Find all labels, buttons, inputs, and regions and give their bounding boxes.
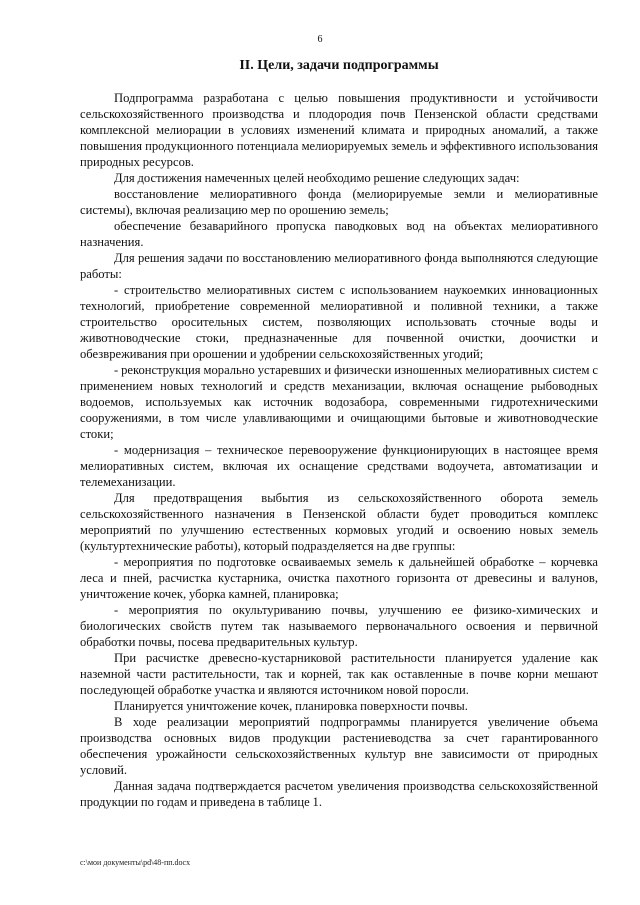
paragraph: Подпрограмма разработана с целью повышения продуктивности и устойчивости сельскохозяйственного производства и плодородия почв Пензенской области средствами комплексной мелиорации в условиях изменений климата и природных аномалий, а также повышения продукционного потенциала мелиорируемых земель и эффективного использования природных ресурсов. (80, 91, 598, 169)
document-body (80, 90, 598, 810)
paragraph: Данная задача подтверждается расчетом увеличения производства сельскохозяйственной продукции по годам и приведена в таблице 1. (80, 779, 598, 809)
paragraph: В ходе реализации мероприятий подпрограммы планируется увеличение объема производства основных видов продукции растениеводства за счет гарантированного обеспечения урожайности сельскохозяйственных культур вне зависимости от природных условий. (80, 715, 598, 777)
page-number: 6 (317, 34, 323, 45)
paragraph: - реконструкция морально устаревших и физически изношенных мелиоративных систем с применением новых технологий и средств механизации, включая оснащение рыбоводных водоемов, используемых как источник водозабора, современными гидротехническими сооружениями, в том числе улавливающими и очищающими бытовые и животноводческие стоки; (80, 363, 598, 441)
section-title: II. Цели, задачи подпрограммы (239, 58, 439, 73)
paragraph: Для предотвращения выбытия из сельскохозяйственного оборота земель сельскохозяйственного назначения в Пензенской области будет проводиться комплекс мероприятий по улучшению естественных кормовых угодий и освоению новых земель (культуртехнические работы), который подразделяется на две группы: (80, 491, 598, 553)
paragraph: При расчистке древесно-кустарниковой растительности планируется удаление как наземной части растительности, так и корней, так как оставленные в почве корни мешают последующей обработке участка и являются источником новой поросли. (80, 651, 598, 697)
paragraph: - строительство мелиоративных систем с использованием наукоемких инновационных технологий, приобретение современной мелиоративной и поливной техники, а также строительство оросительных систем, позволяющих использовать сточные воды и животноводческие стоки, предназначенные для почвенной очистки, доочистки и обезвреживания при орошении и удобрении сельскохозяйственных угодий; (80, 283, 598, 361)
paragraph: - мероприятия по подготовке осваиваемых земель к дальнейшей обработке – корчевка леса и пней, расчистка кустарника, очистка пахотного горизонта от древесины и валунов, уничтожение кочек, уборка камней, планировка; (80, 555, 598, 601)
paragraph: обеспечение безаварийного пропуска паводковых вод на объектах мелиоративного назначения. (80, 219, 598, 249)
paragraph: Планируется уничтожение кочек, планировка поверхности почвы. (114, 699, 468, 713)
paragraph: - мероприятия по окультуриванию почвы, улучшению ее физико-химических и биологических свойств путем так называемого первоначального освоения и первичной обработки почвы, посева предварительных культур. (80, 603, 598, 649)
footer-file-path: c:\мои документы\pd\48-пп.docx (80, 858, 191, 867)
paragraph: - модернизация – техническое перевооружение функционирующих в настоящее время мелиоративных систем, включая их оснащение средствами водоучета, автоматизации и телемеханизации. (80, 443, 598, 489)
paragraph: восстановление мелиоративного фонда (мелиорируемые земли и мелиоративные системы), включая реализацию мер по орошению земель; (80, 187, 598, 217)
paragraph: Для достижения намеченных целей необходимо решение следующих задач: (114, 171, 520, 185)
paragraph: Для решения задачи по восстановлению мелиоративного фонда выполняются следующие работы: (80, 251, 598, 281)
